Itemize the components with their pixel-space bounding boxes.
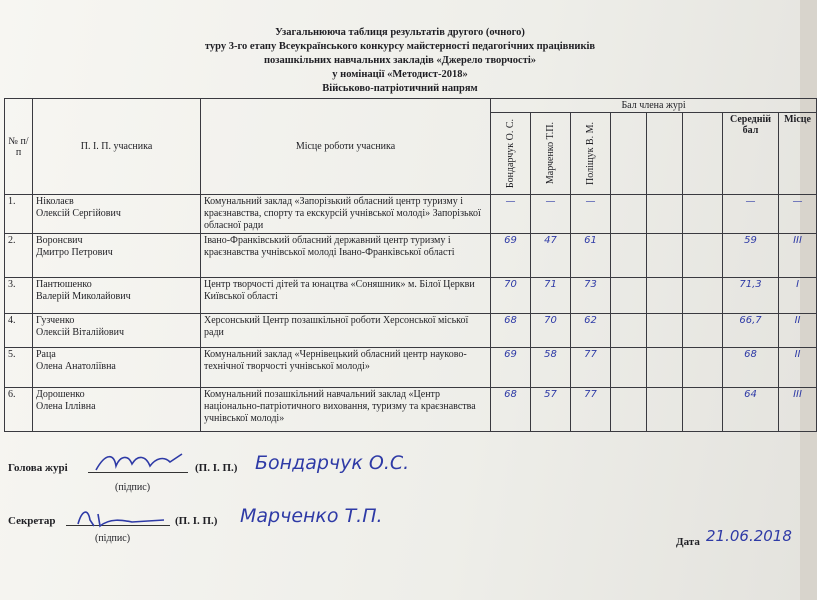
juror-score: 77	[571, 388, 611, 432]
pip-label: (П. І. П.)	[195, 462, 238, 474]
participant-name: Пантюшенко Валерій Миколайович	[33, 278, 201, 314]
date-label: Дата	[676, 536, 700, 548]
participant-name: Раца Олена Анатоліївна	[33, 348, 201, 388]
table-row	[5, 314, 817, 348]
empty-cell	[611, 388, 647, 432]
empty-cell	[683, 348, 723, 388]
empty-cell	[647, 234, 683, 278]
empty-cell	[611, 348, 647, 388]
juror-score: 70	[491, 278, 531, 314]
title-line-2: туру 3-го етапу Всеукраїнського конкурсу майстерності педагогічних працівників	[204, 41, 596, 52]
empty-cell	[683, 234, 723, 278]
secretary-label: Секретар	[8, 515, 56, 527]
participant-name: Дорошенко Олена Іллівна	[33, 388, 201, 432]
table-row	[5, 195, 817, 234]
table-row	[5, 278, 817, 314]
place: I	[779, 278, 817, 314]
row-number: 6.	[5, 388, 33, 432]
title-line-5: Військово-патріотичний напрям	[322, 83, 478, 94]
pip-label: (П. І. П.)	[175, 515, 218, 527]
secretary-name-handwritten: Марченко Т.П.	[240, 505, 383, 527]
juror-score: 62	[571, 314, 611, 348]
place: II	[779, 314, 817, 348]
average-score: 59	[723, 234, 779, 278]
juror-score: 73	[571, 278, 611, 314]
juror-score: 58	[531, 348, 571, 388]
juror-score: —	[531, 195, 571, 234]
empty-cell	[647, 314, 683, 348]
row-number: 1.	[5, 195, 33, 234]
participant-name: Ніколаєв Олексій Сергійович	[33, 195, 201, 234]
col-average-header: Середній бал	[723, 113, 779, 195]
date-value: 21.06.2018	[706, 527, 792, 545]
juror-score: —	[571, 195, 611, 234]
signature-caption: (підпис)	[95, 533, 131, 544]
empty-cell	[683, 388, 723, 432]
average-score: 64	[723, 388, 779, 432]
head-name-handwritten: Бондарчук О.С.	[255, 452, 410, 474]
empty-cell	[611, 314, 647, 348]
signature-caption: (підпис)	[115, 482, 151, 493]
table-row	[5, 348, 817, 388]
juror-3-header: Поліщук В. М.	[571, 113, 611, 195]
empty-cell	[683, 278, 723, 314]
col-place-header: Місце	[779, 113, 817, 195]
average-score: 66,7	[723, 314, 779, 348]
col-workplace-header: Місце роботи учасника	[201, 99, 491, 195]
average-score: —	[723, 195, 779, 234]
juror-score: 70	[531, 314, 571, 348]
workplace: Центр творчості дітей та юнацтва «Соняшник» м. Білої Церкви Київської області	[201, 278, 491, 314]
empty-cell	[647, 278, 683, 314]
juror-score: —	[491, 195, 531, 234]
average-score: 68	[723, 348, 779, 388]
juror-empty-header	[647, 113, 683, 195]
empty-cell	[647, 388, 683, 432]
average-score: 71,3	[723, 278, 779, 314]
participant-name: Воронсвич Дмитро Петрович	[33, 234, 201, 278]
workplace: Херсонський Центр позашкільної роботи Херсонської міської ради	[201, 314, 491, 348]
title-line-3: позашкільних навчальних закладів «Джерело творчості»	[263, 55, 537, 66]
empty-cell	[647, 348, 683, 388]
empty-cell	[611, 195, 647, 234]
juror-score: 47	[531, 234, 571, 278]
secretary-signature	[72, 504, 172, 532]
juror-score: 77	[571, 348, 611, 388]
col-name-header: П. І. П. учасника	[33, 99, 201, 195]
col-jury-header: Бал члена журі	[491, 99, 817, 113]
table-row	[5, 388, 817, 432]
place: —	[779, 195, 817, 234]
juror-empty-header	[683, 113, 723, 195]
juror-score: 61	[571, 234, 611, 278]
head-of-jury-label: Голова журі	[8, 462, 68, 474]
juror-1-header: Бондарчук О. С.	[491, 113, 531, 195]
juror-score: 71	[531, 278, 571, 314]
juror-score: 69	[491, 234, 531, 278]
juror-score: 68	[491, 388, 531, 432]
title-line-4: у номінації «Методист-2018»	[332, 69, 468, 80]
table-row	[5, 234, 817, 278]
row-number: 4.	[5, 314, 33, 348]
juror-2-header: Марченко Т.П.	[531, 113, 571, 195]
row-number: 5.	[5, 348, 33, 388]
row-number: 2.	[5, 234, 33, 278]
results-table	[4, 98, 817, 432]
workplace: Івано-Франківський обласний державний центр туризму і краєзнавства учнівської молоді Івано-Франківської області	[201, 234, 491, 278]
place: III	[779, 234, 817, 278]
juror-score: 68	[491, 314, 531, 348]
title-line-1: Узагальнююча таблиця результатів другого (очного)	[275, 27, 525, 38]
place: III	[779, 388, 817, 432]
workplace: Комунальний заклад «Запорізький обласний центр туризму і краєзнавства, спорту та екскурсій учнівської молоді» Запорізької обласної ради	[201, 195, 491, 234]
place: II	[779, 348, 817, 388]
participant-name: Гузченко Олексій Віталійович	[33, 314, 201, 348]
juror-empty-header	[611, 113, 647, 195]
row-number: 3.	[5, 278, 33, 314]
col-number-header: № п/п	[5, 99, 33, 195]
empty-cell	[683, 195, 723, 234]
empty-cell	[683, 314, 723, 348]
juror-score: 57	[531, 388, 571, 432]
empty-cell	[611, 234, 647, 278]
workplace: Комунальний позашкільний навчальний заклад «Центр національно-патріотичного виховання, туризму та краєзнавства учнівської молоді»	[201, 388, 491, 432]
head-signature	[92, 448, 188, 478]
workplace: Комунальний заклад «Чернівецький обласний центр науково-технічної творчості учнівської молоді»	[201, 348, 491, 388]
empty-cell	[647, 195, 683, 234]
empty-cell	[611, 278, 647, 314]
juror-score: 69	[491, 348, 531, 388]
